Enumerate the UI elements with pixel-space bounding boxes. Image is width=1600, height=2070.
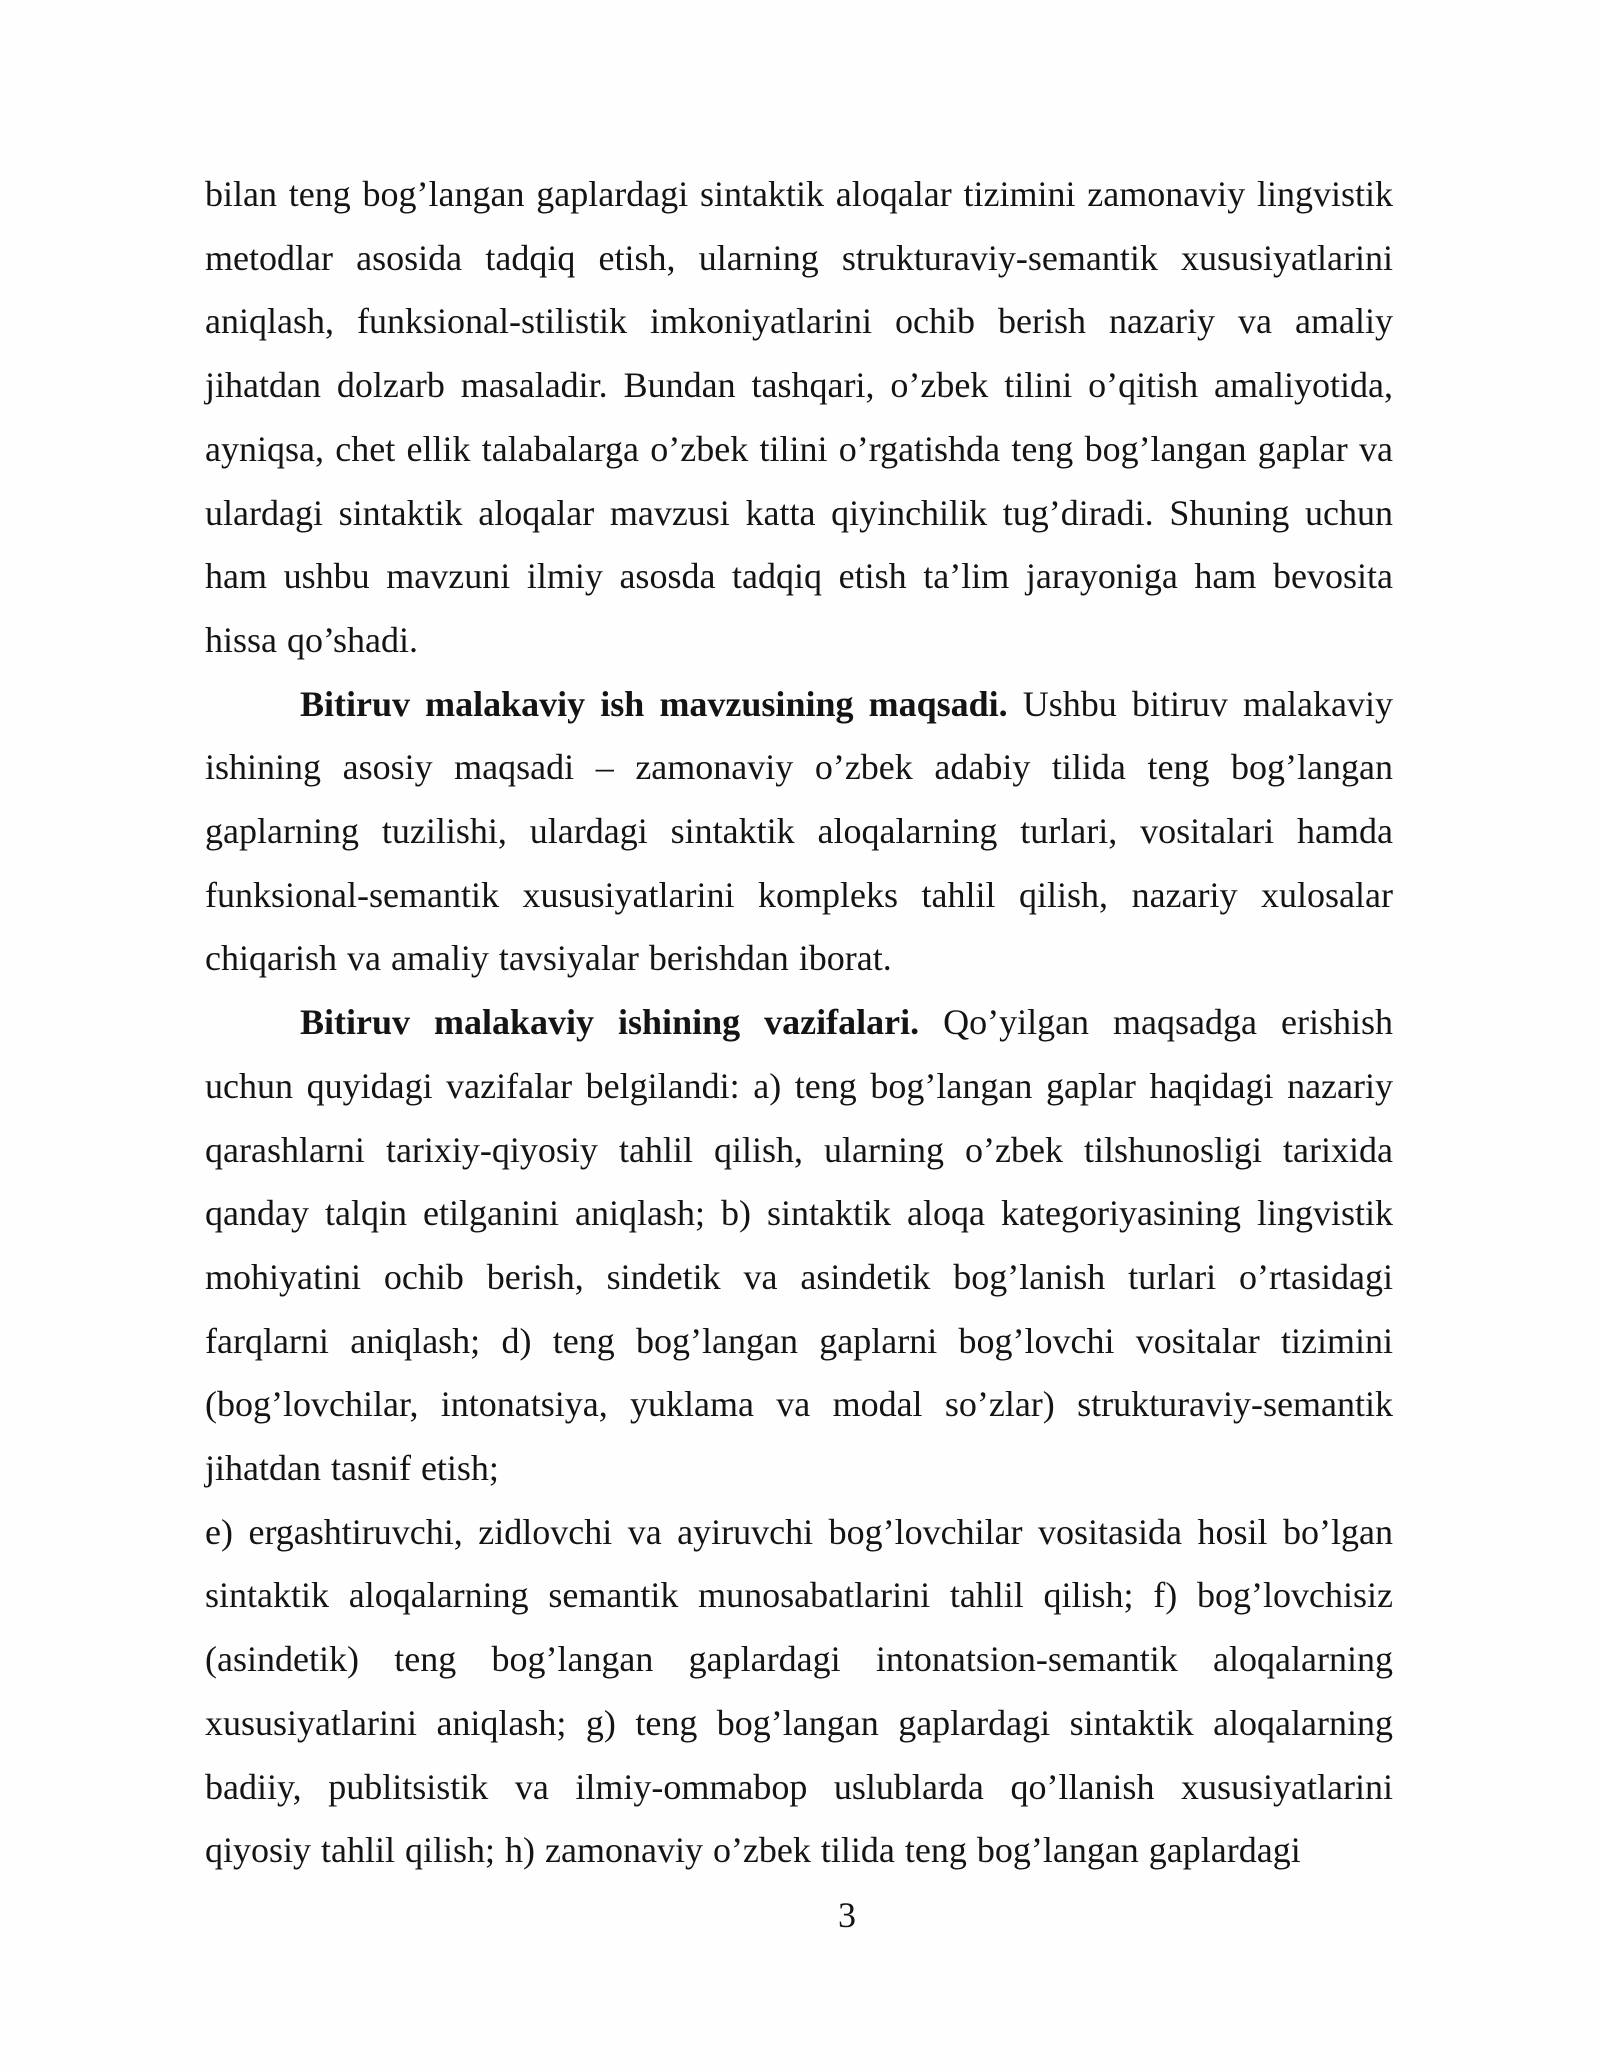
- bold-text-run: Bitiruv malakaviy ish mavzusining maqsadi.: [300, 683, 1008, 724]
- paragraph-1: [205, 163, 1393, 673]
- document-body-text: [205, 163, 1393, 1883]
- text-run: Ushbu bitiruv malakaviy ishining asosiy maqsadi – zamonaviy o’zbek adabiy tilida teng bog’langan gaplarning tuzilishi, ulardagi sintaktik aloqalarning turlari, vositalari hamda funksional-semantik xususiyatlarini kompleks tahlil qilish, nazariy xulosalar chiqarish va amaliy tavsiyalar berishdan iborat.: [205, 683, 1394, 979]
- bold-text-run: Bitiruv malakaviy ishining vazifalari.: [300, 1002, 920, 1043]
- text-run: e) ergashtiruvchi, zidlovchi va ayiruvchi bog’lovchilar vositasida hosil bo’lgan sintaktik aloqalarning semantik munosabatlarini tahlil qilish; f) bog’lovchisiz (asindetik) teng bog’langan gaplardagi intonatsion-semantik aloqalarning xususiyatlarini aniqlash; g) teng bog’langan gaplardagi sintaktik aloqalarning badiiy, publitsistik va ilmiy-ommabop uslublarda qo’llanish xususiyatlarini qiyosiy tahlil qilish; h) zamonaviy o’zbek tilida teng bog’langan gaplardagi: [205, 1511, 1393, 1871]
- paragraph-3: [205, 991, 1393, 1501]
- paragraph-2: [205, 673, 1393, 992]
- page-number: 3: [838, 1895, 856, 1935]
- text-run: bilan teng bog’langan gaplardagi sintaktik aloqalar tizimini zamonaviy lingvistik metodlar asosida tadqiq etish, ularning strukturaviy-semantik xususiyatlarini aniqlash, funksional-stilistik imkoniyatlarini ochib berish nazariy va amaliy jihatdan dolzarb masaladir. Bundan tashqari, o’zbek tilini o’qitish amaliyotida, ayniqsa, chet ellik talabalarga o’zbek tilini o’rgatishda teng bog’langan gaplar va ulardagi sintaktik aloqalar mavzusi katta qiyinchilik tug’diradi. Shuning uchun ham ushbu mavzuni ilmiy asosda tadqiq etish ta’lim jarayoniga ham bevosita hissa qo’shadi.: [205, 174, 1393, 660]
- paragraph-4: [205, 1501, 1393, 1883]
- text-run: Qo’yilgan maqsadga erishish uchun quyidagi vazifalar belgilandi: a) teng bog’langan gaplar haqidagi nazariy qarashlarni tarixiy-qiyosiy tahlil qilish, ularning o’zbek tilshunosligi tarixida qanday talqin etilganini aniqlash; b) sintaktik aloqa kategoriyasining lingvistik mohiyatini ochib berish, sindetik va asindetik bog’lanish turlari o’rtasidagi farqlarni aniqlash; d) teng bog’langan gaplarni bog’lovchi vositalar tizimini (bog’lovchilar, intonatsiya, yuklama va modal so’zlar) strukturaviy-semantik jihatdan tasnif etish;: [205, 1002, 1393, 1489]
